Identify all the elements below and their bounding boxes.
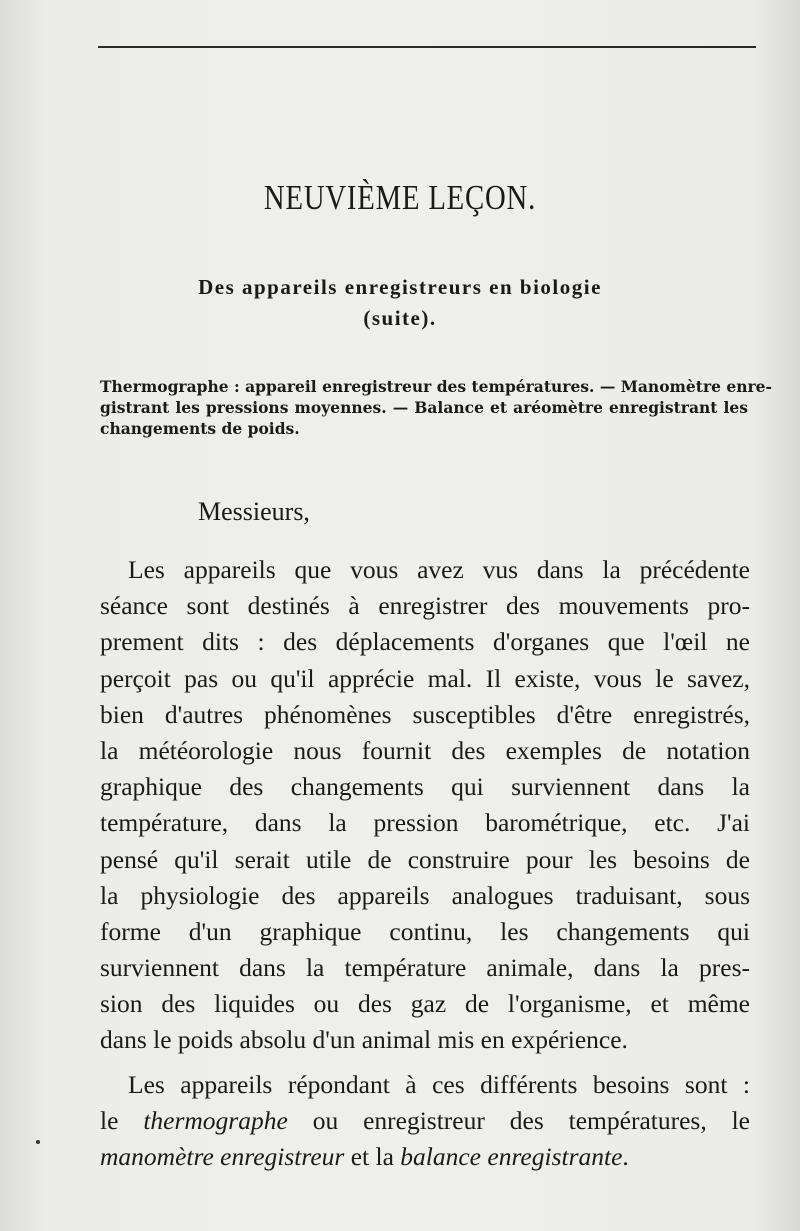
body-text xyxy=(100,552,751,1175)
paragraph-line: pensé qu'il serait utile de construire pour les besoins de xyxy=(100,844,750,874)
paragraph-line xyxy=(100,1103,750,1139)
paragraph-line: séance sont destinés à enregistrer des mouvements pro- xyxy=(100,591,750,621)
paragraph-line: graphique des changements qui surviennent dans la xyxy=(100,772,750,802)
paragraph-line: Les appareils que vous avez vus dans la précédente xyxy=(128,555,750,584)
paragraph-line: surviennent dans la température animale, dans la pres- xyxy=(100,953,750,983)
italic-term: manomètre enregistreur xyxy=(100,1142,345,1171)
paragraph-line: forme d'un graphique continu, les changements qui xyxy=(100,916,750,946)
text-run: . xyxy=(622,1142,629,1171)
paragraph-line: température, dans la pression barométrique, etc. J'ai xyxy=(100,808,750,838)
subtitle-line: Des appareils enregistreurs en biologie xyxy=(198,275,602,299)
paragraph-line: bien d'autres phénomènes susceptibles d'être enregistrés, xyxy=(100,699,750,729)
summary-line: Thermographe : appareil enregistreur des températures. — Manomètre enre- xyxy=(100,377,772,396)
paragraph-line: Les appareils répondant à ces différents besoins sont : xyxy=(128,1069,750,1099)
text-run: le xyxy=(100,1105,144,1135)
lesson-title: NEUVIÈME LEÇON. xyxy=(263,178,537,217)
lesson-summary xyxy=(100,376,772,439)
paragraph-line: prement dits : des déplacements d'organes que l'œil ne xyxy=(100,627,750,657)
salutation: Messieurs, xyxy=(198,497,310,526)
text-run: et la xyxy=(344,1142,401,1171)
paragraph-line xyxy=(100,1139,750,1175)
paragraph-line: perçoit pas ou qu'il apprécie mal. Il existe, vous le savez, xyxy=(100,663,750,693)
paragraph-line: la météorologie nous fournit des exemples de notation xyxy=(100,735,750,765)
summary-line: changements de poids. xyxy=(100,419,300,438)
italic-term: balance enregistrante xyxy=(400,1142,623,1171)
paragraph-line: sion des liquides ou des gaz de l'organisme, et même xyxy=(100,989,750,1019)
subtitle-line: (suite). xyxy=(363,306,437,330)
paragraph-line: dans le poids absolu d'un animal mis en expérience. xyxy=(100,1025,628,1055)
text-run: ou enregistreur des températures, le xyxy=(287,1105,751,1135)
paragraph-line: la physiologie des appareils analogues traduisant, sous xyxy=(100,880,750,910)
header-rule xyxy=(98,46,756,48)
summary-line: gistrant les pressions moyennes. — Balance et aréomètre enregistrant les xyxy=(100,398,748,417)
italic-term: thermographe xyxy=(143,1105,288,1135)
ink-speck xyxy=(36,1140,40,1144)
lesson-subtitle xyxy=(0,272,800,334)
